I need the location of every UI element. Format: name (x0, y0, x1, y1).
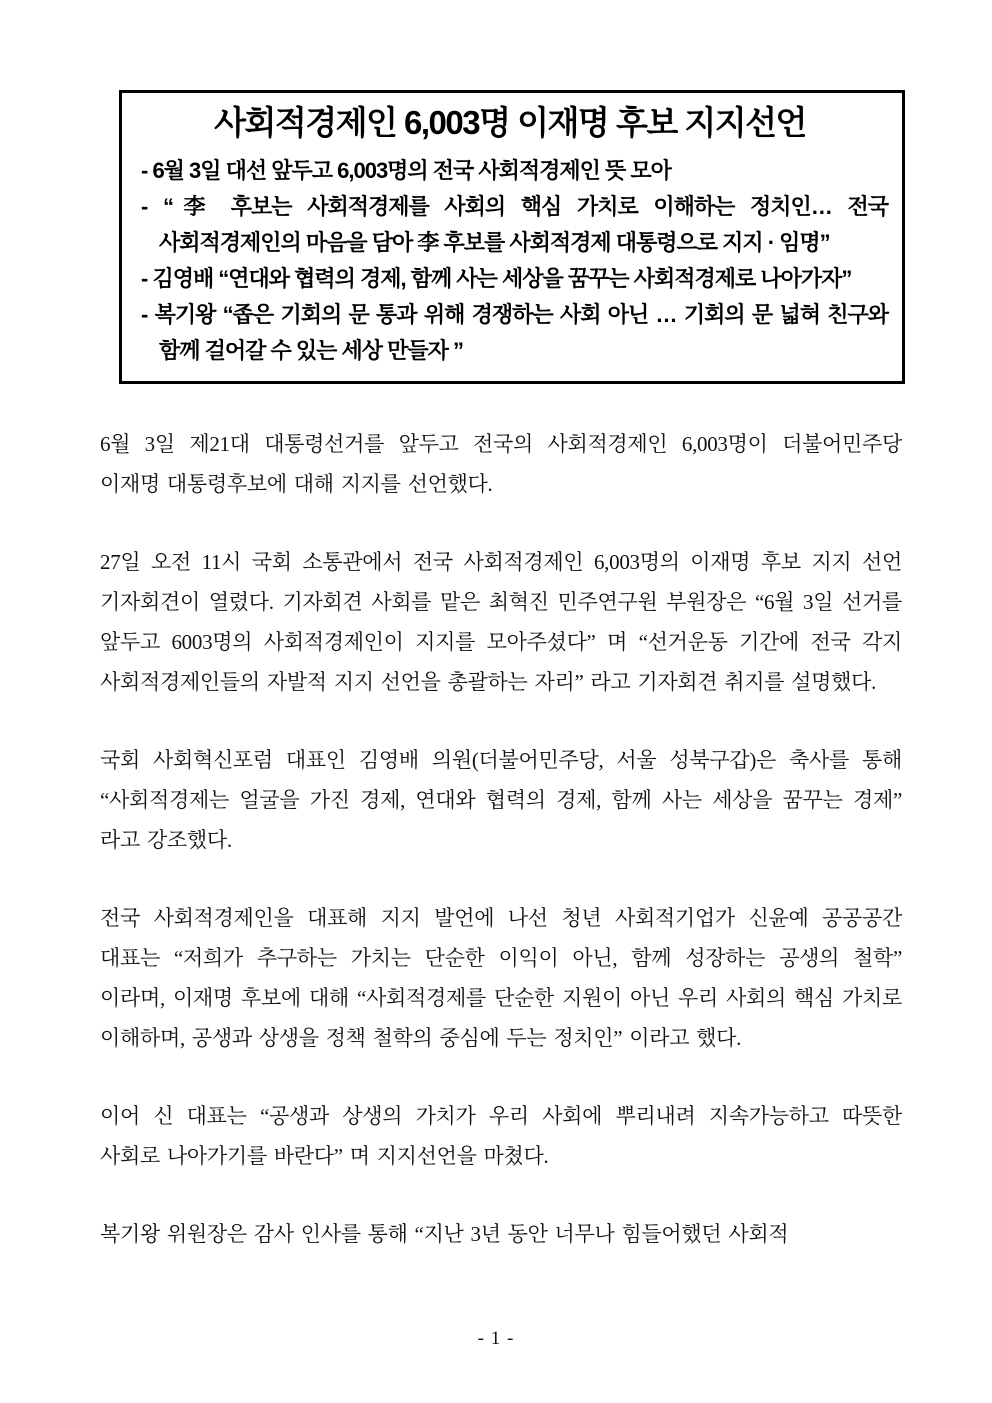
paragraph-5: 이어 신 대표는 “공생과 상생의 가치가 우리 사회에 뿌리내려 지속가능하고 따뜻한 사회로 나아가기를 바란다” 며 지지선언을 마쳤다. (100, 1104, 902, 1168)
headline-bullet-4: - 복기왕 “좁은 기회의 문 통과 위해 경쟁하는 사회 아닌 … 기회의 문 넓혀 친구와 함께 걸어갈 수 있는 세상 만들자 ” (141, 302, 888, 363)
headline-bullet-2: - “李 후보는 사회적경제를 사회의 핵심 가치로 이해하는 정치인… 전국 사회적경제인의 마음을 담아 李 후보를 사회적경제 대통령으로 지지 · 임명” (141, 194, 888, 255)
paragraph-3: 국회 사회혁신포럼 대표인 김영배 의원(더불어민주당, 서울 성북구갑)은 축사를 통해 “사회적경제는 얼굴을 가진 경제, 연대와 협력의 경제, 함께 사는 세상을 꿈꾸는 경제” 라고 강조했다. (100, 748, 902, 852)
paragraph-2: 27일 오전 11시 국회 소통관에서 전국 사회적경제인 6,003명의 이재명 후보 지지 선언 기자회견이 열렸다. 기자회견 사회를 맡은 최혁진 민주연구원 부원장은 “6월 3일 선거를 앞두고 6003명의 사회적경제인이 지지를 모아주셨다” 며 “선거운동 기간에 전국 각지 사회적경제인들의 자발적 지지 선언을 총괄하는 자리” 라고 기자회견 취지를 설명했다. (100, 550, 902, 694)
paragraph-1: 6월 3일 제21대 대통령선거를 앞두고 전국의 사회적경제인 6,003명이 더불어민주당 이재명 대통령후보에 대해 지지를 선언했다. (100, 432, 902, 496)
article-body (100, 424, 902, 1254)
paragraph-6: 복기왕 위원장은 감사 인사를 통해 “지난 3년 동안 너무나 힘들어했던 사회적 (100, 1222, 789, 1246)
headline-bullet-1: - 6월 3일 대선 앞두고 6,003명의 전국 사회적경제인 뜻 모아 (141, 158, 671, 183)
paragraph-4: 전국 사회적경제인을 대표해 지지 발언에 나선 청년 사회적기업가 신윤예 공공공간 대표는 “저희가 추구하는 가치는 단순한 이익이 아닌, 함께 성장하는 공생의 철학” 이라며, 이재명 후보에 대해 “사회적경제를 단순한 지원이 아닌 우리 사회의 핵심 가치로 이해하며, 공생과 상생을 정책 철학의 중심에 두는 정치인” 이라고 했다. (100, 906, 902, 1050)
page-number: - 1 - (477, 1328, 515, 1349)
headline-box (119, 90, 905, 384)
headline-bullet-3: - 김영배 “연대와 협력의 경제, 함께 사는 세상을 꿈꾸는 사회적경제로 나아가자” (141, 266, 852, 291)
headline-title: 사회적경제인 6,003명 이재명 후보 지지선언 (214, 104, 806, 141)
